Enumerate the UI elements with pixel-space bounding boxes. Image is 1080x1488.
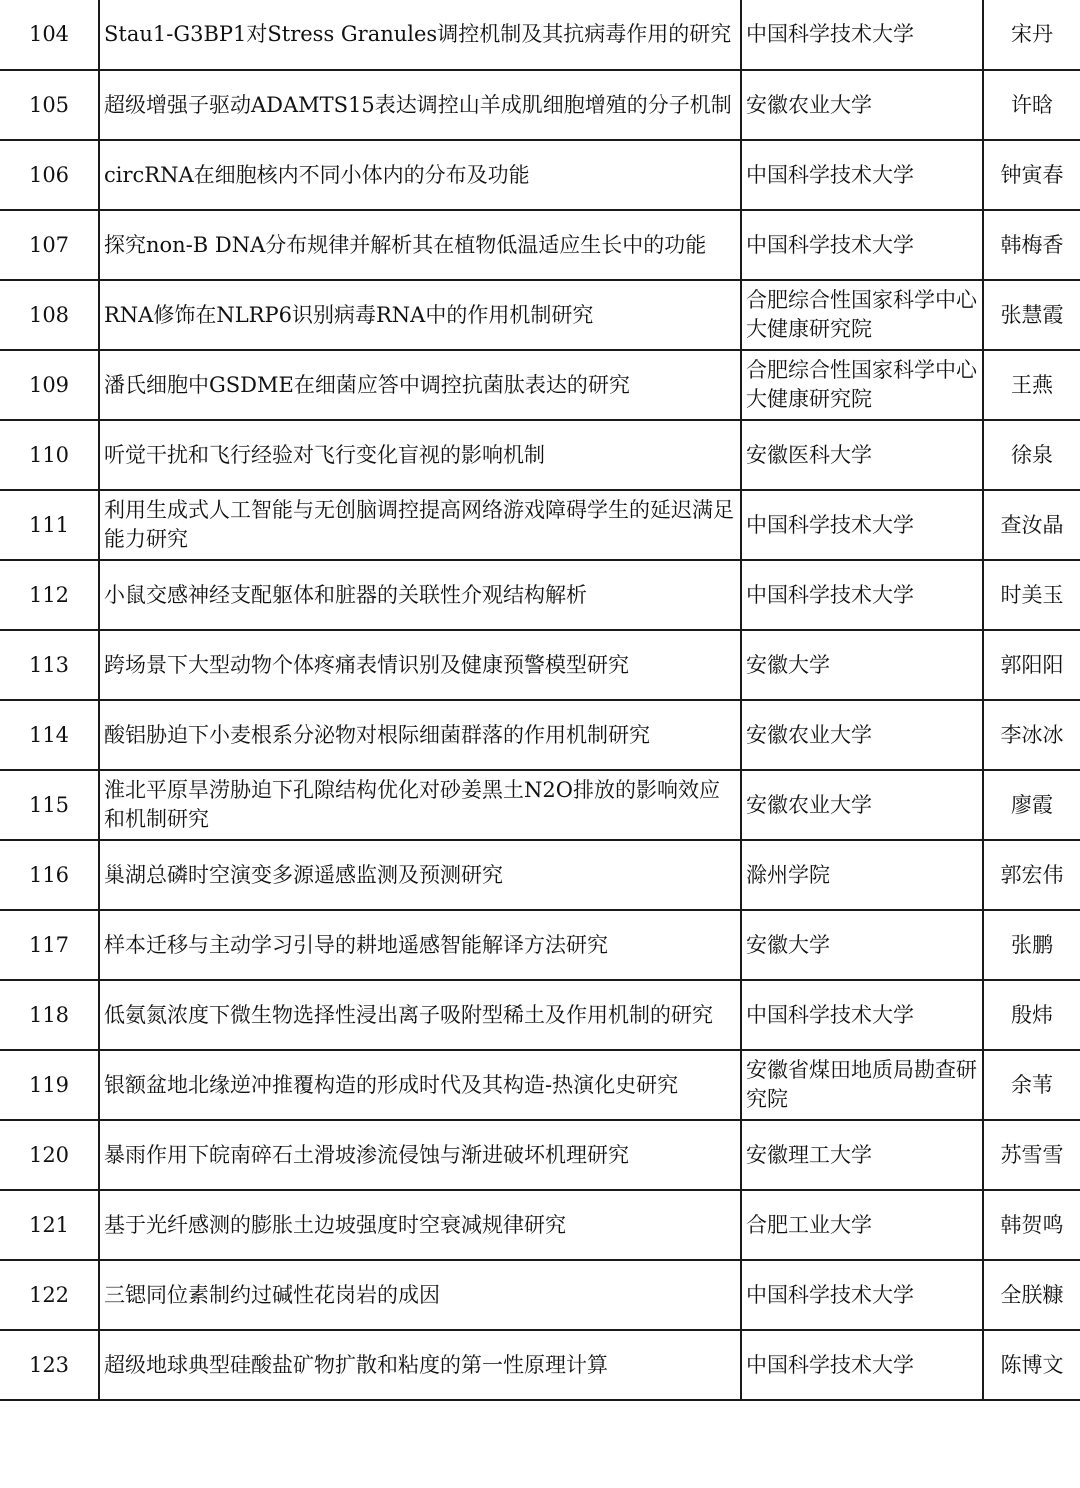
person-name: 郭宏伟 — [983, 840, 1080, 910]
institution: 中国科学技术大学 — [741, 1330, 983, 1400]
row-number: 111 — [0, 490, 99, 560]
project-title: 样本迁移与主动学习引导的耕地遥感智能解译方法研究 — [99, 910, 741, 980]
table-row — [0, 0, 1080, 70]
row-number: 104 — [0, 0, 99, 70]
project-title: 基于光纤感测的膨胀土边坡强度时空衰减规律研究 — [99, 1190, 741, 1260]
table-row — [0, 770, 1080, 840]
institution: 安徽大学 — [741, 630, 983, 700]
person-name: 徐泉 — [983, 420, 1080, 490]
institution: 安徽医科大学 — [741, 420, 983, 490]
row-number: 120 — [0, 1120, 99, 1190]
person-name: 许晗 — [983, 70, 1080, 140]
table-row — [0, 910, 1080, 980]
project-title: 三锶同位素制约过碱性花岗岩的成因 — [99, 1260, 741, 1330]
institution: 安徽大学 — [741, 910, 983, 980]
institution: 安徽农业大学 — [741, 70, 983, 140]
person-name: 郭阳阳 — [983, 630, 1080, 700]
institution: 滁州学院 — [741, 840, 983, 910]
table-row — [0, 280, 1080, 350]
row-number: 118 — [0, 980, 99, 1050]
table-row — [0, 350, 1080, 420]
institution: 安徽农业大学 — [741, 770, 983, 840]
table-row — [0, 420, 1080, 490]
table-row — [0, 1260, 1080, 1330]
row-number: 106 — [0, 140, 99, 210]
institution: 中国科学技术大学 — [741, 980, 983, 1050]
table-row — [0, 630, 1080, 700]
person-name: 钟寅春 — [983, 140, 1080, 210]
person-name: 韩梅香 — [983, 210, 1080, 280]
project-title: 巢湖总磷时空演变多源遥感监测及预测研究 — [99, 840, 741, 910]
row-number: 121 — [0, 1190, 99, 1260]
institution: 中国科学技术大学 — [741, 210, 983, 280]
project-title: 暴雨作用下皖南碎石土滑坡渗流侵蚀与渐进破坏机理研究 — [99, 1120, 741, 1190]
table-row — [0, 140, 1080, 210]
table-row — [0, 560, 1080, 630]
institution: 合肥综合性国家科学中心大健康研究院 — [741, 280, 983, 350]
institution: 安徽理工大学 — [741, 1120, 983, 1190]
table-row — [0, 210, 1080, 280]
project-title: 淮北平原旱涝胁迫下孔隙结构优化对砂姜黑土N2O排放的影响效应和机制研究 — [99, 770, 741, 840]
person-name: 殷炜 — [983, 980, 1080, 1050]
institution: 合肥工业大学 — [741, 1190, 983, 1260]
row-number: 116 — [0, 840, 99, 910]
project-title: 潘氏细胞中GSDME在细菌应答中调控抗菌肽表达的研究 — [99, 350, 741, 420]
institution: 安徽农业大学 — [741, 700, 983, 770]
project-title: 利用生成式人工智能与无创脑调控提高网络游戏障碍学生的延迟满足能力研究 — [99, 490, 741, 560]
table-row — [0, 490, 1080, 560]
project-title: 跨场景下大型动物个体疼痛表情识别及健康预警模型研究 — [99, 630, 741, 700]
person-name: 韩贺鸣 — [983, 1190, 1080, 1260]
institution: 中国科学技术大学 — [741, 560, 983, 630]
project-title: RNA修饰在NLRP6识别病毒RNA中的作用机制研究 — [99, 280, 741, 350]
person-name: 时美玉 — [983, 560, 1080, 630]
project-title: 听觉干扰和飞行经验对飞行变化盲视的影响机制 — [99, 420, 741, 490]
institution: 中国科学技术大学 — [741, 0, 983, 70]
table-row — [0, 700, 1080, 770]
project-title: 超级增强子驱动ADAMTS15表达调控山羊成肌细胞增殖的分子机制 — [99, 70, 741, 140]
row-number: 122 — [0, 1260, 99, 1330]
project-title: 小鼠交感神经支配躯体和脏器的关联性介观结构解析 — [99, 560, 741, 630]
row-number: 110 — [0, 420, 99, 490]
table-row — [0, 1190, 1080, 1260]
institution: 中国科学技术大学 — [741, 1260, 983, 1330]
institution: 安徽省煤田地质局勘查研究院 — [741, 1050, 983, 1120]
person-name: 查汝晶 — [983, 490, 1080, 560]
table-row — [0, 1050, 1080, 1120]
project-title: 银额盆地北缘逆冲推覆构造的形成时代及其构造-热演化史研究 — [99, 1050, 741, 1120]
row-number: 123 — [0, 1330, 99, 1400]
person-name: 全朕糠 — [983, 1260, 1080, 1330]
table-row — [0, 980, 1080, 1050]
row-number: 109 — [0, 350, 99, 420]
project-title: Stau1-G3BP1对Stress Granules调控机制及其抗病毒作用的研究 — [99, 0, 741, 70]
institution: 合肥综合性国家科学中心大健康研究院 — [741, 350, 983, 420]
institution: 中国科学技术大学 — [741, 140, 983, 210]
person-name: 陈博文 — [983, 1330, 1080, 1400]
person-name: 宋丹 — [983, 0, 1080, 70]
row-number: 114 — [0, 700, 99, 770]
row-number: 113 — [0, 630, 99, 700]
person-name: 苏雪雪 — [983, 1120, 1080, 1190]
row-number: 107 — [0, 210, 99, 280]
table-row — [0, 70, 1080, 140]
row-number: 117 — [0, 910, 99, 980]
person-name: 李冰冰 — [983, 700, 1080, 770]
person-name: 廖霞 — [983, 770, 1080, 840]
project-title: 低氨氮浓度下微生物选择性浸出离子吸附型稀土及作用机制的研究 — [99, 980, 741, 1050]
person-name: 张慧霞 — [983, 280, 1080, 350]
row-number: 108 — [0, 280, 99, 350]
institution: 中国科学技术大学 — [741, 490, 983, 560]
row-number: 112 — [0, 560, 99, 630]
person-name: 张鹏 — [983, 910, 1080, 980]
row-number: 119 — [0, 1050, 99, 1120]
table-row — [0, 840, 1080, 910]
table-row — [0, 1120, 1080, 1190]
project-title: circRNA在细胞核内不同小体内的分布及功能 — [99, 140, 741, 210]
table-row — [0, 1330, 1080, 1400]
row-number: 115 — [0, 770, 99, 840]
project-title: 酸铝胁迫下小麦根系分泌物对根际细菌群落的作用机制研究 — [99, 700, 741, 770]
project-title: 超级地球典型硅酸盐矿物扩散和粘度的第一性原理计算 — [99, 1330, 741, 1400]
project-title: 探究non-B DNA分布规律并解析其在植物低温适应生长中的功能 — [99, 210, 741, 280]
row-number: 105 — [0, 70, 99, 140]
person-name: 王燕 — [983, 350, 1080, 420]
person-name: 余苇 — [983, 1050, 1080, 1120]
